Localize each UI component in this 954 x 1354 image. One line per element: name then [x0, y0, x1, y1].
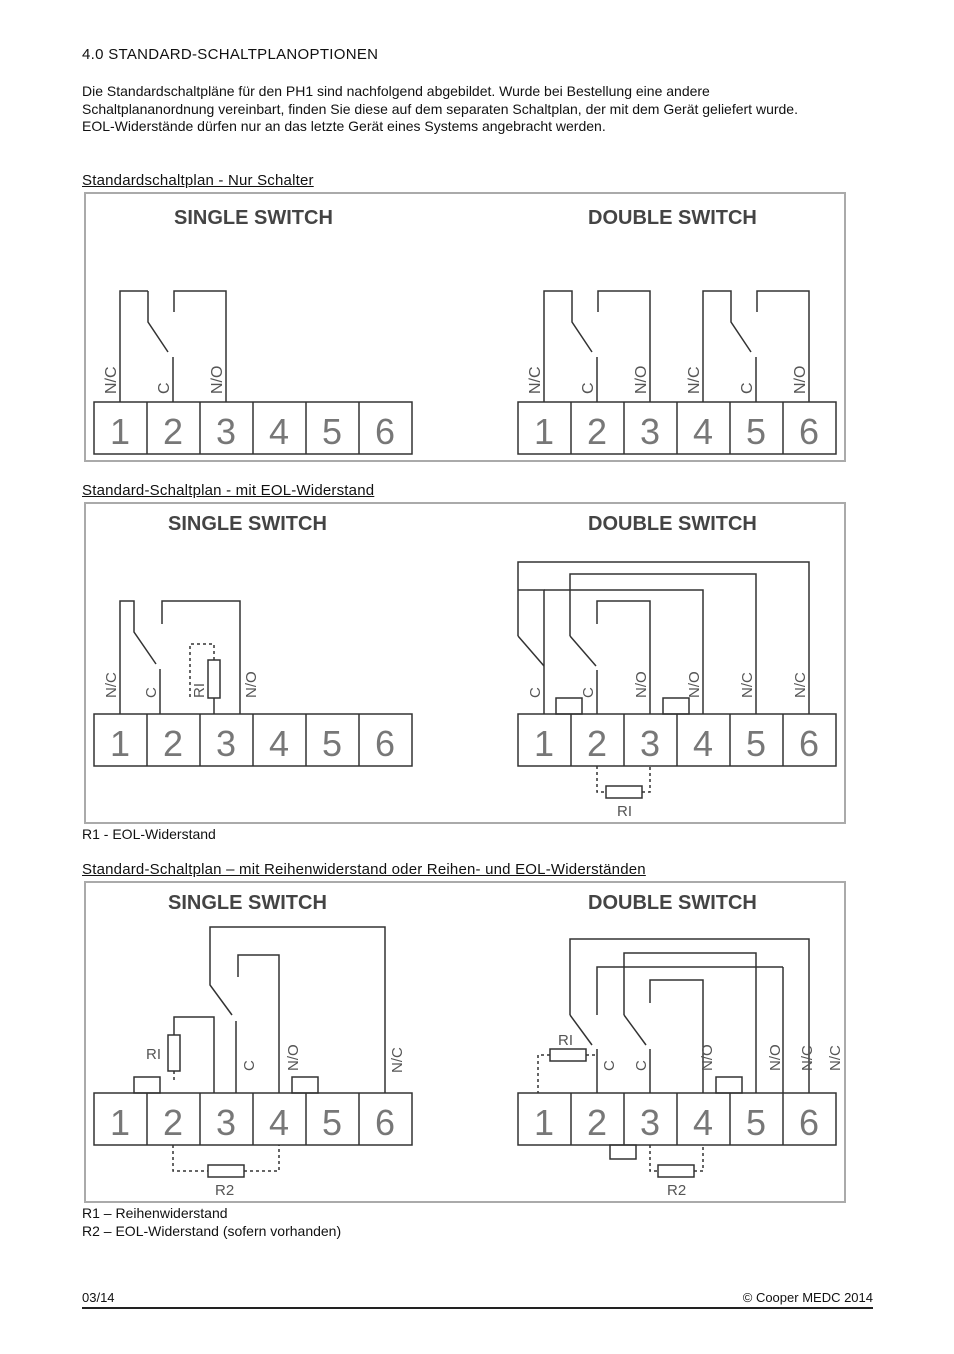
d3-right-terminal-4: 4 — [692, 1102, 714, 1143]
d3-left-terminal-4: 4 — [268, 1102, 290, 1143]
d2-right-resistor-label: RI — [617, 803, 632, 820]
footer-divider — [82, 1307, 873, 1309]
d1-right-label-2: C — [580, 382, 597, 394]
d2-left-label-c: C — [143, 687, 160, 698]
intro-paragraph-1: Die Standardschaltpläne für den PH1 sind nachfolgend abgebildet. Wurde bei Bestellung eine andere Schaltplananordnung vereinbart, finden Sie diese auf dem separaten Schaltplan, der mit dem Gerät geliefert wurde. — [82, 83, 798, 117]
d2-right-terminal-6: 6 — [798, 723, 820, 764]
diagram-2-svg — [86, 504, 848, 826]
section-title: 4.0 STANDARD-SCHALTPLANOPTIONEN — [82, 46, 379, 63]
d2-left-terminal-5: 5 — [321, 723, 343, 764]
d3-right-terminal-3: 3 — [639, 1102, 661, 1143]
d1-left-label-c: C — [156, 382, 173, 394]
d1-right-label-4: N/C — [686, 366, 703, 394]
d3-right-terminal-2: 2 — [586, 1102, 608, 1143]
d3-right-label-ri: RI — [558, 1032, 573, 1049]
d3-left-label-ri: RI — [146, 1046, 161, 1063]
d2-left-terminal-4: 4 — [268, 723, 290, 764]
caption-resistors — [82, 1204, 341, 1240]
d2-left-terminal-1: 1 — [109, 723, 131, 764]
d3-left-terminal-5: 5 — [321, 1102, 343, 1143]
d1-right-label-5: C — [739, 382, 756, 394]
d1-right-terminal-2: 2 — [586, 411, 608, 452]
caption-eol: R1 - EOL-Widerstand — [82, 826, 216, 842]
intro-paragraph-2: EOL-Widerstände dürfen nur an das letzte Gerät eines Systems angebracht werden. — [82, 118, 606, 134]
d1-left-terminal-3: 3 — [215, 411, 237, 452]
d2-right-terminal-3: 3 — [639, 723, 661, 764]
d1-left-terminal-1: 1 — [109, 411, 131, 452]
d3-right-label-c2: C — [633, 1060, 650, 1071]
d2-left-terminal-6: 6 — [374, 723, 396, 764]
d1-left-terminal-6: 6 — [374, 411, 396, 452]
diagram-1-svg — [86, 194, 848, 464]
d3-left-label-nc: N/C — [389, 1047, 406, 1073]
d3-right-terminal-1: 1 — [533, 1102, 555, 1143]
d3-right-terminal-6: 6 — [798, 1102, 820, 1143]
d3-left-label-no: N/O — [285, 1044, 302, 1071]
d2-right-label-6: N/C — [792, 672, 809, 698]
d1-left-terminal-2: 2 — [162, 411, 184, 452]
d2-right-terminal-1: 1 — [533, 723, 555, 764]
d3-left-terminal-2: 2 — [162, 1102, 184, 1143]
d2-right-label-5: N/C — [739, 672, 756, 698]
diagram-3-right-title: DOUBLE SWITCH — [588, 892, 757, 914]
d2-right-label-3: N/O — [633, 671, 650, 698]
d3-left-terminal-6: 6 — [374, 1102, 396, 1143]
d1-right-terminal-5: 5 — [745, 411, 767, 452]
d2-left-terminal-2: 2 — [162, 723, 184, 764]
d1-left-label-no: N/O — [209, 365, 226, 394]
d1-right-label-6: N/O — [792, 365, 809, 394]
diagram-1-left-title: SINGLE SWITCH — [174, 207, 333, 229]
d1-left-terminal-4: 4 — [268, 411, 290, 452]
d3-right-label-no1: N/O — [699, 1044, 716, 1071]
d3-left-label-c: C — [241, 1060, 258, 1071]
d2-left-label-ri: RI — [191, 683, 208, 698]
caption-r1: R1 – Reihenwiderstand — [82, 1205, 228, 1221]
d3-right-label-nc1: N/C — [799, 1045, 816, 1071]
diagram-1-right-title: DOUBLE SWITCH — [588, 207, 757, 229]
d1-left-terminal-5: 5 — [321, 411, 343, 452]
d3-right-label-no2: N/O — [767, 1044, 784, 1071]
diagram-1-heading: Standardschaltplan - Nur Schalter — [82, 172, 314, 189]
d3-right-label-nc2: N/C — [827, 1045, 844, 1071]
diagram-2-right-title: DOUBLE SWITCH — [588, 513, 757, 535]
d2-right-terminal-4: 4 — [692, 723, 714, 764]
d2-right-label-1: C — [527, 687, 544, 698]
d2-left-terminal-3: 3 — [215, 723, 237, 764]
d2-right-label-2: C — [580, 687, 597, 698]
d3-right-terminal-5: 5 — [745, 1102, 767, 1143]
d3-left-terminal-3: 3 — [215, 1102, 237, 1143]
d2-right-label-4: N/O — [686, 671, 703, 698]
d1-right-label-1: N/C — [527, 366, 544, 394]
d2-right-terminal-2: 2 — [586, 723, 608, 764]
diagram-2-heading: Standard-Schaltplan - mit EOL-Widerstand — [82, 482, 375, 499]
d3-left-terminal-1: 1 — [109, 1102, 131, 1143]
d1-right-terminal-6: 6 — [798, 411, 820, 452]
d2-right-terminal-5: 5 — [745, 723, 767, 764]
footer-date: 03/14 — [82, 1290, 115, 1305]
d1-right-terminal-4: 4 — [692, 411, 714, 452]
d3-right-label-c1: C — [601, 1060, 618, 1071]
d3-left-resistor-label: R2 — [215, 1182, 235, 1199]
d1-left-label-nc: N/C — [103, 366, 120, 394]
diagram-3-left-title: SINGLE SWITCH — [168, 892, 327, 914]
d1-right-terminal-3: 3 — [639, 411, 661, 452]
d1-right-terminal-1: 1 — [533, 411, 555, 452]
caption-r2: R2 – EOL-Widerstand (sofern vorhanden) — [82, 1223, 342, 1239]
d3-right-resistor-label: R2 — [667, 1182, 687, 1199]
d2-left-label-no: N/O — [243, 671, 260, 698]
footer-copyright: © Cooper MEDC 2014 — [742, 1290, 873, 1305]
intro-text — [82, 83, 842, 136]
diagram-2 — [84, 502, 846, 824]
diagram-3-svg — [86, 883, 848, 1205]
d1-right-label-3: N/O — [633, 365, 650, 394]
diagram-1 — [84, 192, 846, 462]
diagram-3-heading: Standard-Schaltplan – mit Reihenwiderstand oder Reihen- und EOL-Widerständen — [82, 861, 646, 878]
diagram-2-left-title: SINGLE SWITCH — [168, 513, 327, 535]
diagram-3 — [84, 881, 846, 1203]
d2-left-label-nc: N/C — [103, 672, 120, 698]
